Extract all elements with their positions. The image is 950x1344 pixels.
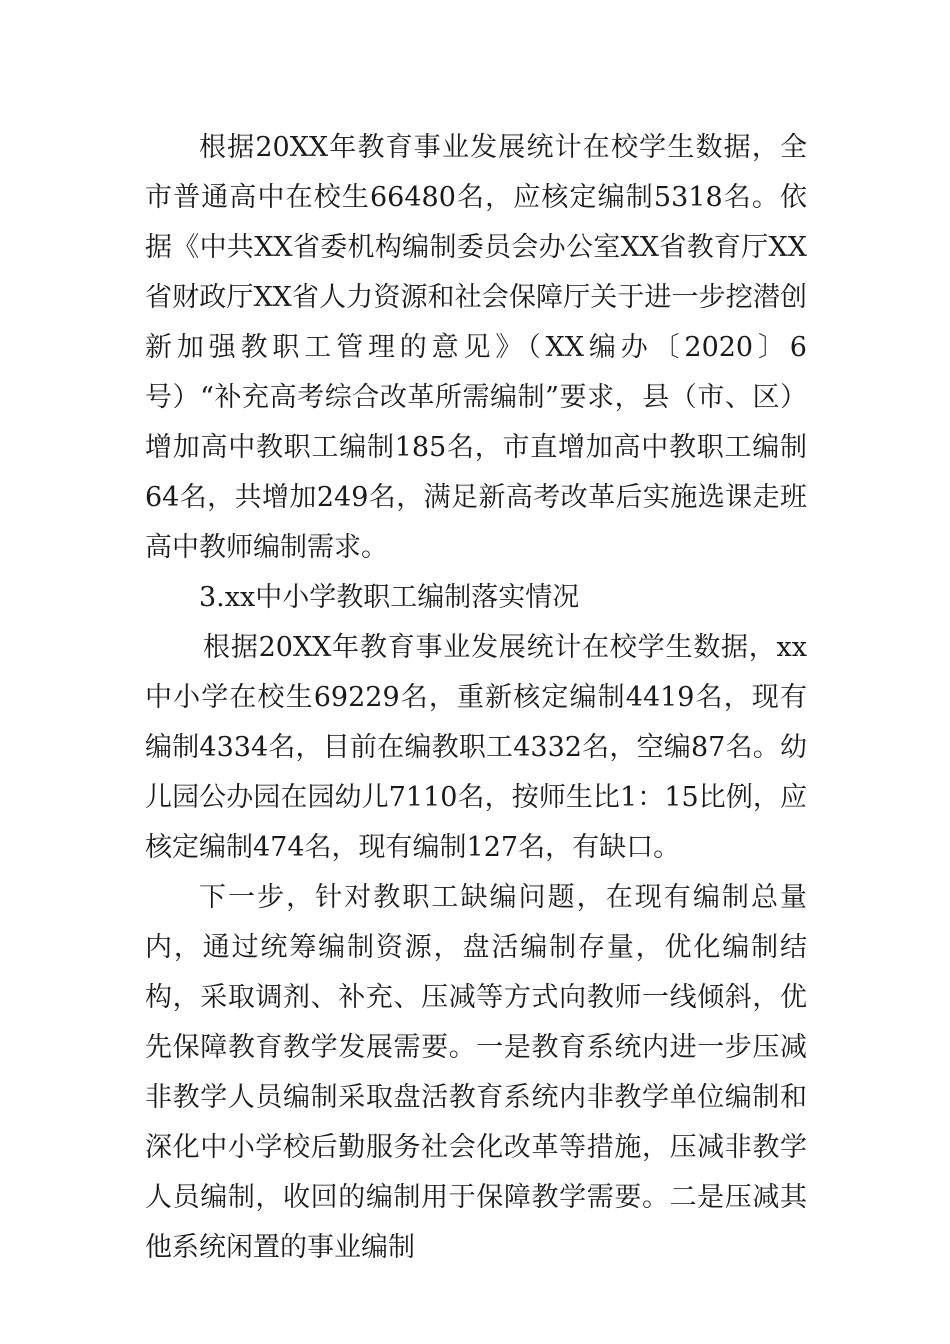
paragraph-next-steps: 下一步，针对教职工缺编问题，在现有编制总量内，通过统筹编制资源，盘活编制存量，优化编制结构，采取调剂、补充、压减等方式向教师一线倾斜，优先保障教育教学发展需要。一是教育系统内进一步压减非教学人员编制采取盘活教育系统内非教学单位编制和深化中小学校后勤服务社会化改革等措施，压减非教学人员编制，收回的编制用于保障教学需要。二是压减其他系统闲置的事业编制 [145,882,807,1263]
section-heading-staffing-status: 3.xx中小学教职工编制落实情况 [199,582,580,613]
document-body [145,123,807,1273]
paragraph-high-school-staffing: 根据20XX年教育事业发展统计在校学生数据，全市普通高中在校生66480名，应核定编制5318名。依据《中共XX省委机构编制委员会办公室XX省教育厅XX省财政厅XX省人力资源和社会保障厅关于进一步挖潜创新加强教职工管理的意见》（XX编办〔2020〕6号）“补充高考综合改革所需编制”要求，县（市、区）增加高中教职工编制185名，市直增加高中教职工编制64名，共增加249名，满足新高考改革后实施选课走班高中教师编制需求。 [145,132,807,563]
paragraph-primary-secondary-staffing: 根据20XX年教育事业发展统计在校学生数据，xx中小学在校生69229名，重新核定编制4419名，现有编制4334名，目前在编教职工4332名，空编87名。幼儿园公办园在园幼儿7110名，按师生比1：15比例，应核定编制474名，现有编制127名，有缺口。 [145,632,807,863]
